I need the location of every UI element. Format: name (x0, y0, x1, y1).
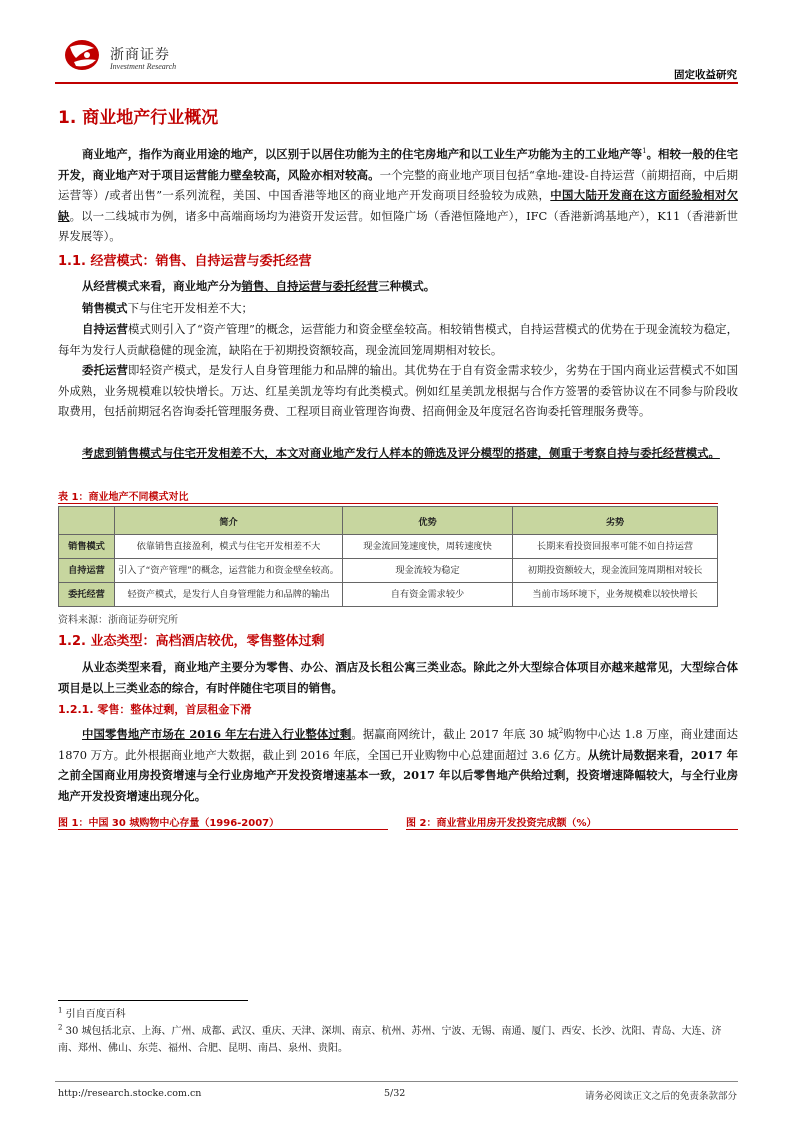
company-logo-icon (62, 38, 106, 72)
focus-statement: 考虑到销售模式与住宅开发相差不大，本文对商业地产发行人样本的筛选及评分模型的搭建，侧重于考察自持与委托经营模式。 (82, 446, 720, 460)
brand-name: 浙商证券 (110, 47, 170, 63)
figure-2-caption-rule (406, 829, 738, 830)
header-divider (55, 82, 738, 84)
mode-comparison-table (58, 506, 718, 607)
brand-tagline: Investment Research (110, 62, 177, 71)
footnote-ref[interactable]: 1 (642, 147, 647, 156)
footnote-2: $^2$ 30 城包括北京、上海、广州、成都、武汉、重庆、天津、深圳、南京、杭州、苏州、宁波、无锡、南通、厦门、西安、长沙、沈阳、青岛、大连、济南、郑州、佛山、东莞、福州、合肥、昆明、南昌、泉州、贵阳。 (58, 1023, 722, 1054)
section-1-1-title: 1.1. 经营模式：销售、自持运营与委托经营 (58, 254, 312, 269)
figure-1-caption-rule (58, 829, 388, 830)
retail-paragraph: 中国零售地产市场在 2016 年左右进入行业整体过剩。据赢商网统计，截止 2017 年底 30 城$^2$购物中心达 1.8 万座，商业建面达 1870 万方。此外根据商业地产大数据，截止到 2016 年底，全国已开业购物中心总建面超过 3.6 亿方。从统计局数据来看，2017 年之前全国商业用房投资增速与全行业房地产开发投资增速基本一致，2017 年以后零售地产供给过剩，投资增速降幅较大，与全行业房地产开发投资增速出现分化。 (58, 727, 739, 803)
footnote-divider (58, 1000, 248, 1001)
entrusted-operation-paragraph: 委托运营即轻资产模式，是发行人自身管理能力和品牌的输出。其优势在于自有资金需求较少，劣势在于国内商业运营模式不如国外成熟，业务规模难以较快增长。万达、红星美凯龙等均有此类模式。例如红星美凯龙根据与合作方签署的委管协议在不同参与阶段收取费用，包括前期冠名咨询委托管理服务费、工程项目商业管理咨询费、招商佣金及年度冠名咨询委托管理服务费等。 (58, 363, 738, 418)
table-row: 委托经营 轻资产模式，是发行人自身管理能力和品牌的输出 自有资金需求较少 当前市场环境下，业务规模难以较快增长 (59, 583, 718, 607)
report-category: 固定收益研究 (674, 69, 737, 81)
footnote-1: $^1$ 引自百度百科 (58, 1006, 126, 1020)
table-header-row: 简介 优势 劣势 (59, 507, 718, 535)
table-row: 自持运营 引入了“资产管理”的概念，运营能力和资金壁垒较高。 现金流较为稳定 初期投资额较大，现金流回笼周期相对较长 (59, 559, 718, 583)
footnote-ref[interactable]: 2 (558, 727, 564, 736)
section-1-2-title: 1.2. 业态类型：高档酒店较优，零售整体过剩 (58, 634, 325, 649)
format-types-paragraph: 从业态类型来看，商业地产主要分为零售、办公、酒店及长租公寓三类业态。除此之外大型综合体项目亦越来越常见，大型综合体项目是以上三类业态的综合，有时伴随住宅项目的销售。 (58, 660, 738, 695)
table-row: 销售模式 依靠销售直接盈利，模式与住宅开发相差不大 现金流回笼速度快，周转速度快 长期来看投资回报率可能不如自持运营 (59, 535, 718, 559)
section-1-2-1-title: 1.2.1. 零售：整体过剩，首层租金下滑 (58, 703, 252, 716)
sales-mode-paragraph: 销售模式下与住宅开发相差不大； (82, 301, 253, 315)
footer-disclaimer: 请务必阅读正文之后的免责条款部分 (584, 1091, 737, 1102)
table-caption: 表 1：商业地产不同模式对比 (58, 492, 189, 503)
chapter-title: 1. 商业地产行业概况 (58, 108, 219, 128)
intro-paragraph: 商业地产，指作为商业用途的地产，以区别于以居住功能为主的住宅房地产和以工业生产功能为主的工业地产等$^1$。相较一般的住宅开发，商业地产对于项目运营能力壁垒较高，风险亦相对较高。一个完整的商业地产项目包括“拿地-建设-自持运营（前期招商，中后期运营等）/或者出售”一系列流程，美国、中国香港等地区的商业地产开发商项目经验较为成熟，中国大陆开发商在这方面经验相对欠缺。以一二线城市为例，诸多中高端商场均为港资开发运营。如恒隆广场（香港恒隆地产），IFC（香港新鸿基地产），K11（香港新世界发展等）。 (58, 147, 738, 243)
footer-url[interactable]: http://research.stocke.com.cn (58, 1088, 202, 1099)
footer-divider (55, 1081, 738, 1082)
figure-1-caption: 图 1：中国 30 城购物中心存量（1996-2007） (58, 818, 280, 829)
self-operation-paragraph: 自持运营模式则引入了“资产管理”的概念，运营能力和资金壁垒较高。相较销售模式，自持运营模式的优势在于现金流较为稳定，每年为发行人贡献稳健的现金流，缺陷在于初期投资额较高，现金流回笼周期相对较长。 (58, 322, 738, 357)
mode-overview: 从经营模式来看，商业地产分为销售、自持运营与委托经营三种模式。 (82, 279, 436, 293)
table-source: 资料来源：浙商证券研究所 (58, 615, 178, 626)
table-caption-rule (58, 503, 718, 504)
figure-2-caption: 图 2：商业营业用房开发投资完成额（%） (406, 818, 597, 829)
page-number: 5/32 (384, 1088, 406, 1099)
